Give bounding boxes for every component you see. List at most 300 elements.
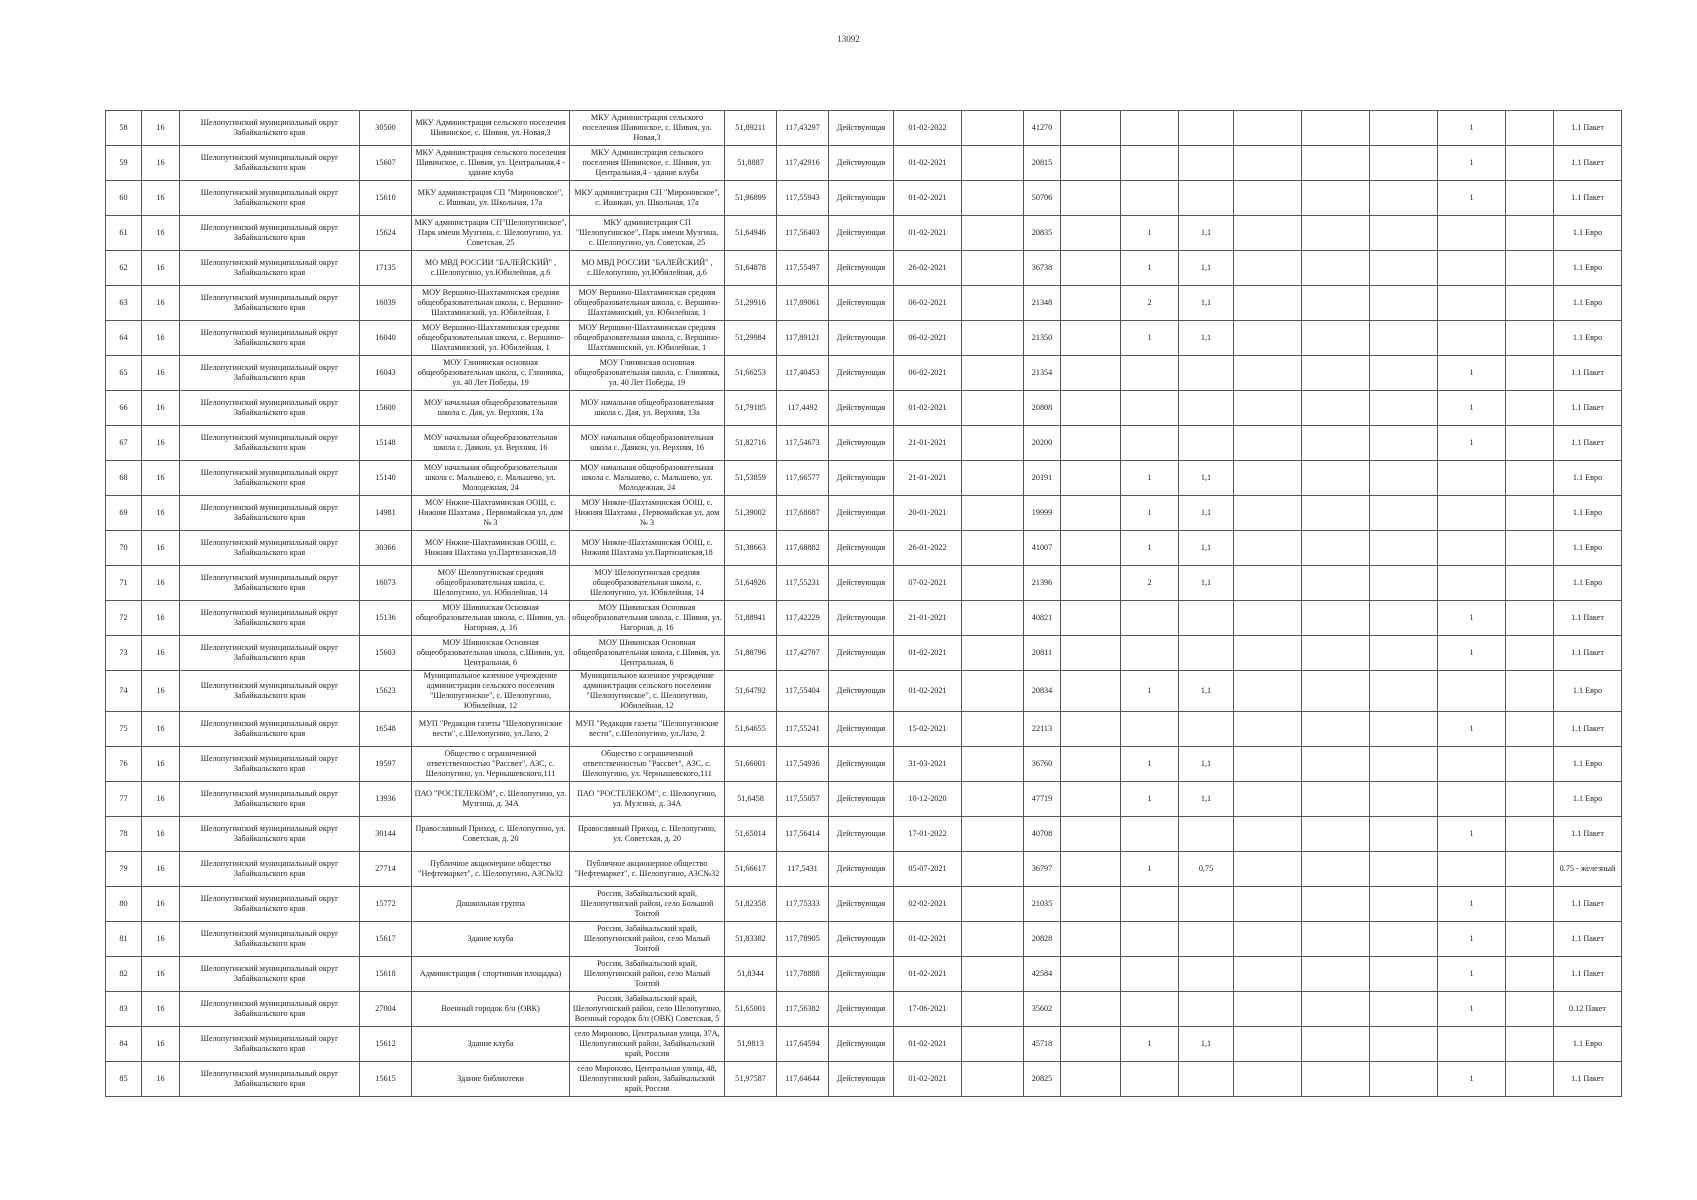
organization: МКУ Администрация сельского поселения Шивинское, с. Шивия, ул. Центральная,4 - здание клуба bbox=[412, 146, 570, 181]
empty-cell bbox=[962, 747, 1024, 782]
table-row bbox=[106, 216, 1622, 251]
organization: МОУ Нижне-Шахтаминская ООШ, с. Нижняя Шахтама , Первомайская ул, дом № 3 bbox=[412, 496, 570, 531]
district: Шелопугинский муниципальный округ Забайкальского края bbox=[180, 566, 360, 601]
status: Действующая bbox=[829, 957, 894, 992]
address: ПАО "РОСТЕЛЕКОМ", с. Шелопугино, ул. Музгина, д. 34А bbox=[570, 782, 725, 817]
district: Шелопугинский муниципальный округ Забайкальского края bbox=[180, 216, 360, 251]
container-count bbox=[1121, 712, 1179, 747]
empty-cell bbox=[1061, 531, 1121, 566]
empty-cell bbox=[1506, 957, 1554, 992]
table-row bbox=[106, 747, 1622, 782]
empty-cell bbox=[1506, 216, 1554, 251]
date: 01-02-2021 bbox=[894, 216, 962, 251]
bag-count bbox=[1438, 496, 1506, 531]
container-count bbox=[1121, 922, 1179, 957]
address: МОУ Нижне-Шахтаминская ООШ, с. Нижняя Шахтама ул.Партизанская,18 bbox=[570, 531, 725, 566]
empty-cell bbox=[1234, 391, 1302, 426]
latitude: 51,66617 bbox=[725, 852, 777, 887]
container-count: 1 bbox=[1121, 531, 1179, 566]
object-id: 19597 bbox=[360, 747, 412, 782]
bag-count bbox=[1438, 216, 1506, 251]
longitude: 117,4492 bbox=[777, 391, 829, 426]
latitude: 51,64926 bbox=[725, 566, 777, 601]
district: Шелопугинский муниципальный округ Забайкальского края bbox=[180, 496, 360, 531]
row-number: 76 bbox=[106, 747, 142, 782]
bag-count bbox=[1438, 531, 1506, 566]
empty-cell bbox=[1234, 671, 1302, 712]
object-id: 16039 bbox=[360, 286, 412, 321]
region-code: 16 bbox=[142, 216, 180, 251]
empty-cell bbox=[1234, 636, 1302, 671]
empty-cell bbox=[962, 817, 1024, 852]
organization: Дошкольная группа bbox=[412, 887, 570, 922]
empty-cell bbox=[1061, 496, 1121, 531]
bag-count: 1 bbox=[1438, 992, 1506, 1027]
empty-cell bbox=[962, 356, 1024, 391]
district: Шелопугинский муниципальный округ Забайкальского края bbox=[180, 601, 360, 636]
region-code: 16 bbox=[142, 817, 180, 852]
empty-cell bbox=[962, 321, 1024, 356]
container-count bbox=[1121, 181, 1179, 216]
empty-cell bbox=[1506, 356, 1554, 391]
empty-cell bbox=[962, 461, 1024, 496]
container-count bbox=[1121, 111, 1179, 146]
bag-count: 1 bbox=[1438, 356, 1506, 391]
empty-cell bbox=[1506, 391, 1554, 426]
registry-number: 20825 bbox=[1024, 1062, 1061, 1097]
container-volume bbox=[1179, 957, 1234, 992]
date: 21-01-2021 bbox=[894, 601, 962, 636]
container-type: 1.1 Пакет bbox=[1554, 111, 1622, 146]
registry-number: 42584 bbox=[1024, 957, 1061, 992]
longitude: 117,89121 bbox=[777, 321, 829, 356]
object-id: 15136 bbox=[360, 601, 412, 636]
status: Действующая bbox=[829, 601, 894, 636]
latitude: 51,97587 bbox=[725, 1062, 777, 1097]
latitude: 51,66253 bbox=[725, 356, 777, 391]
empty-cell bbox=[1061, 461, 1121, 496]
address: Россия, Забайкальский край, Шелопугинский район, село Малый Тонтой bbox=[570, 957, 725, 992]
container-volume: 1,1 bbox=[1179, 496, 1234, 531]
container-volume bbox=[1179, 992, 1234, 1027]
empty-cell bbox=[1370, 426, 1438, 461]
latitude: 51,64878 bbox=[725, 251, 777, 286]
container-volume: 1,1 bbox=[1179, 566, 1234, 601]
longitude: 117,64644 bbox=[777, 1062, 829, 1097]
empty-cell bbox=[1370, 356, 1438, 391]
organization: Общество с ограниченной ответственностью "Рассвет", АЗС, с. Шелопугино, ул. Чернышевского,111 bbox=[412, 747, 570, 782]
container-type: 1.1 Евро bbox=[1554, 251, 1622, 286]
container-type: 1.1 Пакет bbox=[1554, 356, 1622, 391]
status: Действующая bbox=[829, 566, 894, 601]
address: МОУ Нижне-Шахтаминская ООШ, с. Нижняя Шахтама , Первомайская ул, дом № 3 bbox=[570, 496, 725, 531]
container-type: 1.1 Евро bbox=[1554, 671, 1622, 712]
container-count bbox=[1121, 356, 1179, 391]
container-type: 1.1 Пакет bbox=[1554, 817, 1622, 852]
organization: МКУ администрация СП"Шелопугинское", Парк имени Музгина, с. Шелопугино, ул. Советская, 25 bbox=[412, 216, 570, 251]
latitude: 51,29984 bbox=[725, 321, 777, 356]
object-id: 27004 bbox=[360, 992, 412, 1027]
container-volume bbox=[1179, 817, 1234, 852]
district: Шелопугинский муниципальный округ Забайкальского края bbox=[180, 426, 360, 461]
date: 21-01-2021 bbox=[894, 461, 962, 496]
object-id: 16548 bbox=[360, 712, 412, 747]
container-volume: 1,1 bbox=[1179, 251, 1234, 286]
empty-cell bbox=[1370, 712, 1438, 747]
empty-cell bbox=[1234, 146, 1302, 181]
longitude: 117,55241 bbox=[777, 712, 829, 747]
container-volume: 1,1 bbox=[1179, 286, 1234, 321]
table-row bbox=[106, 712, 1622, 747]
empty-cell bbox=[1302, 747, 1370, 782]
longitude: 117,56403 bbox=[777, 216, 829, 251]
row-number: 85 bbox=[106, 1062, 142, 1097]
longitude: 117,64594 bbox=[777, 1027, 829, 1062]
empty-cell bbox=[962, 636, 1024, 671]
address: МКУ Администрация сельского поселения Шивинское, с. Шивия, ул. Новая,3 bbox=[570, 111, 725, 146]
container-volume bbox=[1179, 356, 1234, 391]
status: Действующая bbox=[829, 496, 894, 531]
container-type: 1.1 Евро bbox=[1554, 286, 1622, 321]
date: 20-01-2021 bbox=[894, 496, 962, 531]
latitude: 51,65014 bbox=[725, 817, 777, 852]
longitude: 117,78905 bbox=[777, 922, 829, 957]
empty-cell bbox=[1370, 216, 1438, 251]
status: Действующая bbox=[829, 1027, 894, 1062]
container-type: 0.12 Пакет bbox=[1554, 992, 1622, 1027]
empty-cell bbox=[1370, 181, 1438, 216]
row-number: 75 bbox=[106, 712, 142, 747]
organization: МОУ начальная общеобразовательная школа с. Даякон, ул. Верхняя, 16 bbox=[412, 426, 570, 461]
empty-cell bbox=[1506, 712, 1554, 747]
empty-cell bbox=[1234, 356, 1302, 391]
container-volume bbox=[1179, 391, 1234, 426]
bag-count: 1 bbox=[1438, 817, 1506, 852]
empty-cell bbox=[1506, 111, 1554, 146]
address: Публичное акционерное общество "Нефтемаркет", с. Шелопугино, АЗС№32 bbox=[570, 852, 725, 887]
object-id: 30144 bbox=[360, 817, 412, 852]
empty-cell bbox=[1234, 286, 1302, 321]
region-code: 16 bbox=[142, 1062, 180, 1097]
container-volume bbox=[1179, 111, 1234, 146]
region-code: 16 bbox=[142, 636, 180, 671]
container-count: 1 bbox=[1121, 747, 1179, 782]
bag-count: 1 bbox=[1438, 887, 1506, 922]
row-number: 74 bbox=[106, 671, 142, 712]
longitude: 117,68687 bbox=[777, 496, 829, 531]
region-code: 16 bbox=[142, 461, 180, 496]
empty-cell bbox=[1370, 496, 1438, 531]
district: Шелопугинский муниципальный округ Забайкальского края bbox=[180, 671, 360, 712]
row-number: 61 bbox=[106, 216, 142, 251]
date: 17-06-2021 bbox=[894, 992, 962, 1027]
longitude: 117,42229 bbox=[777, 601, 829, 636]
container-count: 2 bbox=[1121, 566, 1179, 601]
organization: МУП "Редакция газеты "Шелопугинские вести", с.Шелопугино, ул.Лазо, 2 bbox=[412, 712, 570, 747]
date: 01-02-2021 bbox=[894, 391, 962, 426]
latitude: 51,38663 bbox=[725, 531, 777, 566]
empty-cell bbox=[1061, 817, 1121, 852]
empty-cell bbox=[1061, 146, 1121, 181]
empty-cell bbox=[1234, 1027, 1302, 1062]
row-number: 60 bbox=[106, 181, 142, 216]
empty-cell bbox=[1061, 1062, 1121, 1097]
container-count bbox=[1121, 957, 1179, 992]
table-row bbox=[106, 391, 1622, 426]
date: 06-02-2021 bbox=[894, 356, 962, 391]
empty-cell bbox=[962, 712, 1024, 747]
empty-cell bbox=[1061, 601, 1121, 636]
registry-number: 21350 bbox=[1024, 321, 1061, 356]
container-type: 1.1 Евро bbox=[1554, 216, 1622, 251]
container-count: 1 bbox=[1121, 852, 1179, 887]
container-type: 1.1 Пакет bbox=[1554, 957, 1622, 992]
registry-number: 40821 bbox=[1024, 601, 1061, 636]
empty-cell bbox=[1234, 957, 1302, 992]
organization: МОУ Шивинская Основная общеобразовательная школа, с. Шивия, ул. Нагорная, д. 16 bbox=[412, 601, 570, 636]
region-code: 16 bbox=[142, 531, 180, 566]
status: Действующая bbox=[829, 461, 894, 496]
empty-cell bbox=[1370, 1062, 1438, 1097]
address: МОУ начальная общеобразовательная школа с. Мальшево, с. Мальшево, ул. Молодежная, 24 bbox=[570, 461, 725, 496]
container-count: 1 bbox=[1121, 216, 1179, 251]
address: МОУ Шивинская Основная общеобразовательная школа, с.Шивия, ул. Центральная, 6 bbox=[570, 636, 725, 671]
organization: Военный городок б/н (ОВК) bbox=[412, 992, 570, 1027]
registry-number: 20815 bbox=[1024, 146, 1061, 181]
bag-count: 1 bbox=[1438, 391, 1506, 426]
bag-count: 1 bbox=[1438, 426, 1506, 461]
date: 01-02-2021 bbox=[894, 922, 962, 957]
container-type: 1.1 Евро bbox=[1554, 496, 1622, 531]
empty-cell bbox=[1302, 496, 1370, 531]
bag-count bbox=[1438, 286, 1506, 321]
empty-cell bbox=[1061, 286, 1121, 321]
container-count: 1 bbox=[1121, 496, 1179, 531]
empty-cell bbox=[1061, 922, 1121, 957]
longitude: 117,55404 bbox=[777, 671, 829, 712]
object-id: 15603 bbox=[360, 636, 412, 671]
empty-cell bbox=[1061, 887, 1121, 922]
bag-count bbox=[1438, 747, 1506, 782]
longitude: 117,55943 bbox=[777, 181, 829, 216]
object-id: 15607 bbox=[360, 146, 412, 181]
object-id: 16043 bbox=[360, 356, 412, 391]
empty-cell bbox=[1506, 1027, 1554, 1062]
longitude: 117,54936 bbox=[777, 747, 829, 782]
latitude: 51,82716 bbox=[725, 426, 777, 461]
status: Действующая bbox=[829, 782, 894, 817]
organization: Здание клуба bbox=[412, 1027, 570, 1062]
region-code: 16 bbox=[142, 496, 180, 531]
object-id: 15624 bbox=[360, 216, 412, 251]
empty-cell bbox=[1234, 887, 1302, 922]
empty-cell bbox=[1234, 712, 1302, 747]
container-volume bbox=[1179, 146, 1234, 181]
empty-cell bbox=[1370, 1027, 1438, 1062]
district: Шелопугинский муниципальный округ Забайкальского края bbox=[180, 957, 360, 992]
empty-cell bbox=[962, 887, 1024, 922]
district: Шелопугинский муниципальный округ Забайкальского края bbox=[180, 852, 360, 887]
region-code: 16 bbox=[142, 566, 180, 601]
longitude: 117,5431 bbox=[777, 852, 829, 887]
empty-cell bbox=[1370, 321, 1438, 356]
container-type: 1.1 Пакет bbox=[1554, 391, 1622, 426]
bag-count bbox=[1438, 461, 1506, 496]
empty-cell bbox=[1370, 111, 1438, 146]
empty-cell bbox=[1234, 461, 1302, 496]
address: МОУ начальная общеобразовательная школа с. Дая, ул. Верхняя, 13а bbox=[570, 391, 725, 426]
empty-cell bbox=[1061, 992, 1121, 1027]
address: МО МВД РОССИИ "БАЛЕЙСКИЙ" , с.Шелопугино, ул.Юбилейная, д.6 bbox=[570, 251, 725, 286]
empty-cell bbox=[1370, 671, 1438, 712]
latitude: 51,9813 bbox=[725, 1027, 777, 1062]
registry-number: 50706 bbox=[1024, 181, 1061, 216]
latitude: 51,83382 bbox=[725, 922, 777, 957]
container-volume bbox=[1179, 601, 1234, 636]
empty-cell bbox=[1302, 391, 1370, 426]
address: МОУ начальная общеобразовательная школа с. Даякон, ул. Верхняя, 16 bbox=[570, 426, 725, 461]
region-code: 16 bbox=[142, 747, 180, 782]
latitude: 51,64792 bbox=[725, 671, 777, 712]
container-type: 1.1 Пакет bbox=[1554, 636, 1622, 671]
empty-cell bbox=[962, 992, 1024, 1027]
table-row bbox=[106, 251, 1622, 286]
empty-cell bbox=[1370, 636, 1438, 671]
object-id: 15612 bbox=[360, 1027, 412, 1062]
container-count bbox=[1121, 636, 1179, 671]
container-count bbox=[1121, 601, 1179, 636]
status: Действующая bbox=[829, 111, 894, 146]
status: Действующая bbox=[829, 747, 894, 782]
date: 06-02-2021 bbox=[894, 321, 962, 356]
empty-cell bbox=[1234, 922, 1302, 957]
empty-cell bbox=[962, 957, 1024, 992]
date: 01-02-2021 bbox=[894, 181, 962, 216]
longitude: 117,75333 bbox=[777, 887, 829, 922]
registry-number: 36760 bbox=[1024, 747, 1061, 782]
district: Шелопугинский муниципальный округ Забайкальского края bbox=[180, 1062, 360, 1097]
container-volume bbox=[1179, 636, 1234, 671]
latitude: 51,64946 bbox=[725, 216, 777, 251]
empty-cell bbox=[1370, 146, 1438, 181]
status: Действующая bbox=[829, 887, 894, 922]
registry-number: 47719 bbox=[1024, 782, 1061, 817]
district: Шелопугинский муниципальный округ Забайкальского края bbox=[180, 111, 360, 146]
empty-cell bbox=[1234, 817, 1302, 852]
address: село Мироново, Центральная улица, 37А, Шелопугинский район, Забайкальский край, Россия bbox=[570, 1027, 725, 1062]
empty-cell bbox=[1061, 181, 1121, 216]
table-row bbox=[106, 1062, 1622, 1097]
longitude: 117,55057 bbox=[777, 782, 829, 817]
date: 31-03-2021 bbox=[894, 747, 962, 782]
region-code: 16 bbox=[142, 426, 180, 461]
registry-number: 45718 bbox=[1024, 1027, 1061, 1062]
object-id: 15618 bbox=[360, 957, 412, 992]
bag-count: 1 bbox=[1438, 111, 1506, 146]
table-row bbox=[106, 922, 1622, 957]
address: Общество с ограниченной ответственностью "Рассвет", АЗС, с. Шелопугино, ул. Чернышевского,111 bbox=[570, 747, 725, 782]
bag-count: 1 bbox=[1438, 712, 1506, 747]
table-row bbox=[106, 636, 1622, 671]
empty-cell bbox=[1061, 712, 1121, 747]
object-id: 15140 bbox=[360, 461, 412, 496]
status: Действующая bbox=[829, 852, 894, 887]
bag-count: 1 bbox=[1438, 601, 1506, 636]
bag-count: 1 bbox=[1438, 146, 1506, 181]
registry-number: 20808 bbox=[1024, 391, 1061, 426]
district: Шелопугинский муниципальный округ Забайкальского края bbox=[180, 531, 360, 566]
row-number: 70 bbox=[106, 531, 142, 566]
container-volume: 1,1 bbox=[1179, 531, 1234, 566]
latitude: 51,82358 bbox=[725, 887, 777, 922]
container-type: 1.1 Евро bbox=[1554, 531, 1622, 566]
empty-cell bbox=[1061, 111, 1121, 146]
container-type: 0.75 - железный bbox=[1554, 852, 1622, 887]
empty-cell bbox=[1370, 566, 1438, 601]
empty-cell bbox=[1234, 426, 1302, 461]
empty-cell bbox=[1506, 992, 1554, 1027]
region-code: 16 bbox=[142, 922, 180, 957]
bag-count bbox=[1438, 321, 1506, 356]
empty-cell bbox=[1506, 922, 1554, 957]
container-volume: 1,1 bbox=[1179, 461, 1234, 496]
empty-cell bbox=[1302, 671, 1370, 712]
registry-number: 20828 bbox=[1024, 922, 1061, 957]
empty-cell bbox=[1506, 496, 1554, 531]
object-id: 27714 bbox=[360, 852, 412, 887]
district: Шелопугинский муниципальный округ Забайкальского края bbox=[180, 146, 360, 181]
region-code: 16 bbox=[142, 251, 180, 286]
empty-cell bbox=[1506, 181, 1554, 216]
registry-number: 20834 bbox=[1024, 671, 1061, 712]
empty-cell bbox=[962, 922, 1024, 957]
empty-cell bbox=[1302, 531, 1370, 566]
empty-cell bbox=[1061, 636, 1121, 671]
empty-cell bbox=[1234, 181, 1302, 216]
table-row bbox=[106, 531, 1622, 566]
container-count: 1 bbox=[1121, 1027, 1179, 1062]
region-code: 16 bbox=[142, 957, 180, 992]
container-type: 1.1 Пакет bbox=[1554, 922, 1622, 957]
organization: МОУ начальная общеобразовательная школа с. Дая, ул. Верхняя, 13а bbox=[412, 391, 570, 426]
address: МКУ Администрация сельского поселения Шивинское, с. Шивия, ул. Центральная,4 - здание клуба bbox=[570, 146, 725, 181]
status: Действующая bbox=[829, 922, 894, 957]
table-row bbox=[106, 321, 1622, 356]
table-row bbox=[106, 566, 1622, 601]
organization: МОУ начальная общеобразовательная школа с. Мальшево, с. Мальшево, ул. Молодежная, 24 bbox=[412, 461, 570, 496]
registry-number: 22113 bbox=[1024, 712, 1061, 747]
empty-cell bbox=[1234, 566, 1302, 601]
date: 01-02-2021 bbox=[894, 636, 962, 671]
row-number: 66 bbox=[106, 391, 142, 426]
empty-cell bbox=[1370, 782, 1438, 817]
table-row bbox=[106, 887, 1622, 922]
container-volume: 1,1 bbox=[1179, 671, 1234, 712]
district: Шелопугинский муниципальный округ Забайкальского края bbox=[180, 887, 360, 922]
table-row bbox=[106, 992, 1622, 1027]
empty-cell bbox=[1302, 251, 1370, 286]
container-count: 1 bbox=[1121, 782, 1179, 817]
empty-cell bbox=[1506, 852, 1554, 887]
table-row bbox=[106, 817, 1622, 852]
region-code: 16 bbox=[142, 782, 180, 817]
empty-cell bbox=[1061, 566, 1121, 601]
table-row bbox=[106, 111, 1622, 146]
object-id: 15772 bbox=[360, 887, 412, 922]
empty-cell bbox=[1370, 992, 1438, 1027]
empty-cell bbox=[1302, 601, 1370, 636]
empty-cell bbox=[962, 1062, 1024, 1097]
